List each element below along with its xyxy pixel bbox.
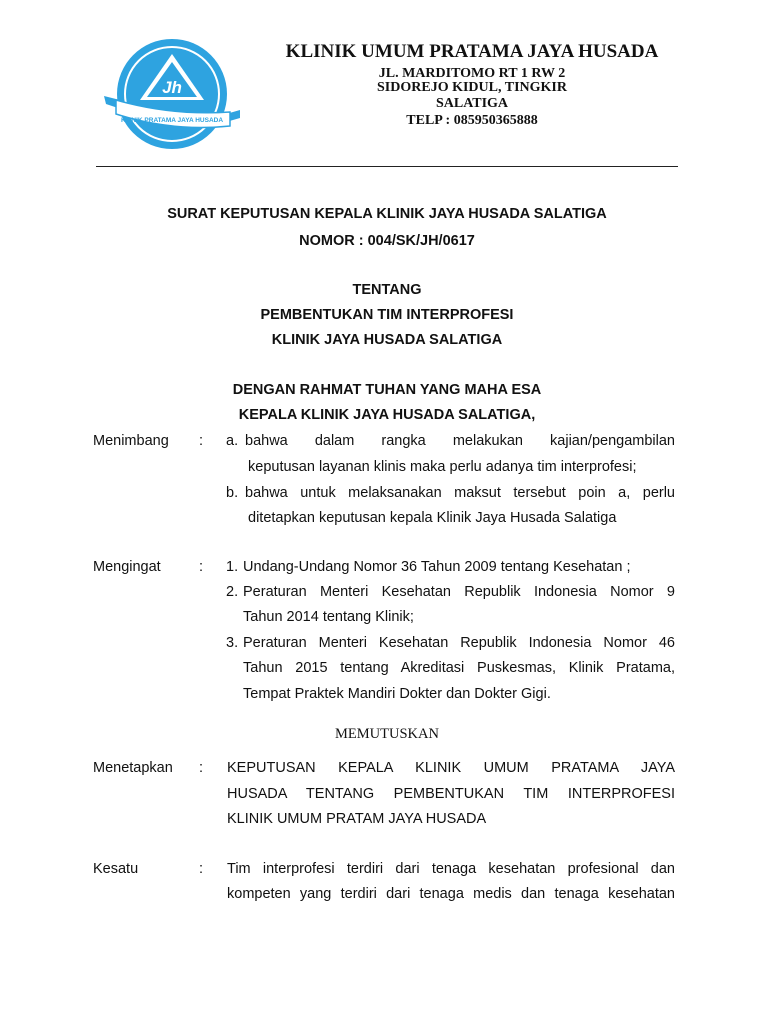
menimbang-b-line-2: ditetapkan keputusan kepala Klinik Jaya Husada Salatiga (248, 510, 617, 526)
subject-line-1: PEMBENTUKAN TIM INTERPROFESI (260, 307, 514, 323)
mengingat-3-line-2: Tahun 2015 tentang Akreditasi Puskesmas, Klinik Pratama, (243, 660, 675, 676)
kesatu-label: Kesatu (93, 861, 139, 877)
menetapkan-colon: : (199, 760, 204, 776)
kesatu-line-1: Tim interprofesi terdiri dari tenaga kesehatan profesional dan (227, 861, 675, 877)
menetapkan-line-1: KEPUTUSAN KEPALA KLINIK UMUM PRATAMA JAYA (227, 760, 675, 776)
blessing-line: DENGAN RAHMAT TUHAN YANG MAHA ESA (232, 382, 542, 398)
decree-title: SURAT KEPUTUSAN KEPALA KLINIK JAYA HUSADA SALATIGA (167, 206, 607, 222)
kesatu-line-2: kompeten yang terdiri dari tenaga medis dan tenaga kesehatan (227, 886, 675, 902)
kesatu-colon: : (199, 861, 204, 877)
menetapkan-line-3: KLINIK UMUM PRATAM JAYA HUSADA (227, 811, 487, 827)
mengingat-label: Mengingat (93, 559, 161, 575)
menimbang-label: Menimbang (93, 433, 169, 449)
logo-mark: Jh (162, 78, 182, 97)
menimbang-b-line-1: bahwa untuk melaksanakan maksut tersebut poin a, perlu (245, 485, 675, 501)
mengingat-3-line-3: Tempat Praktek Mandiri Dokter dan Dokter Gigi. (243, 686, 551, 702)
mengingat-3-line-1: Peraturan Menteri Kesehatan Republik Indonesia Nomor 46 (243, 635, 675, 651)
logo-banner-text: KLINIK PRATAMA JAYA HUSADA (120, 117, 224, 124)
mengingat-3-marker: 3. (226, 635, 239, 651)
menimbang-b-marker: b. (226, 485, 239, 501)
memutuskan-heading: MEMUTUSKAN (335, 726, 439, 742)
address-line-1: JL. MARDITOMO RT 1 RW 2 (378, 66, 566, 81)
authority-line: KEPALA KLINIK JAYA HUSADA SALATIGA, (238, 407, 536, 423)
address-line-2: SIDOREJO KIDUL, TINGKIR (377, 80, 567, 95)
phone-number: TELP : 085950365888 (406, 113, 538, 128)
mengingat-2-marker: 2. (226, 584, 239, 600)
subject-line-2: KLINIK JAYA HUSADA SALATIGA (271, 332, 503, 348)
mengingat-2-line-1: Peraturan Menteri Kesehatan Republik Indonesia Nomor 9 (243, 584, 675, 600)
mengingat-1-line-1: Undang-Undang Nomor 36 Tahun 2009 tentang Kesehatan ; (243, 559, 631, 575)
mengingat-colon: : (199, 559, 204, 575)
menimbang-a-line-1: bahwa dalam rangka melakukan kajian/pengambilan (245, 433, 675, 449)
mengingat-1-marker: 1. (226, 559, 239, 575)
about-heading: TENTANG (352, 282, 422, 298)
menetapkan-line-2: HUSADA TENTANG PEMBENTUKAN TIM INTERPROFESI (227, 786, 675, 802)
menetapkan-label: Menetapkan (93, 760, 173, 776)
mengingat-2-line-2: Tahun 2014 tentang Klinik; (243, 609, 414, 625)
address-line-3: SALATIGA (435, 96, 509, 111)
menimbang-a-marker: a. (226, 433, 239, 449)
decree-number: NOMOR : 004/SK/JH/0617 (299, 233, 475, 249)
letterhead-divider (96, 166, 678, 167)
clinic-name: KLINIK UMUM PRATAMA JAYA HUSADA (285, 41, 659, 62)
menimbang-a-line-2: keputusan layanan klinis maka perlu adanya tim interprofesi; (248, 459, 637, 475)
menimbang-colon: : (199, 433, 204, 449)
clinic-logo (98, 38, 244, 150)
